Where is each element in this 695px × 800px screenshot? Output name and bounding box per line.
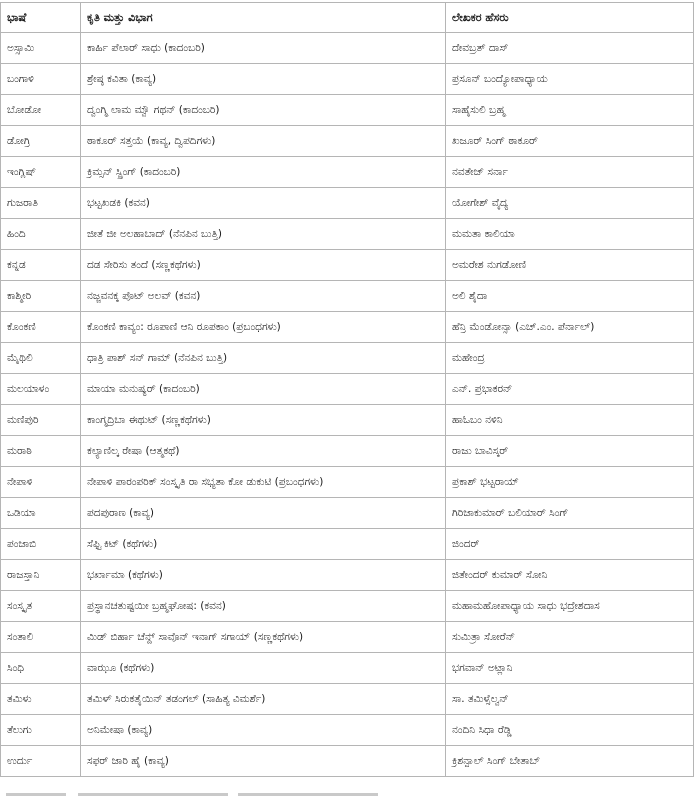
cell-language: ಒಡಿಯಾ <box>1 498 81 529</box>
cell-language: ಉರ್ದು <box>1 746 81 777</box>
cell-author-name: ರಾಜು ಬಾವಿಸ್ಕರ್ <box>446 436 694 467</box>
cell-author-name: ಗಿರಿಜಾಕುಮಾರ್ ಬಲಿಯಾರ್ ಸಿಂಗ್ <box>446 498 694 529</box>
cell-language: ತಮಿಳು <box>1 684 81 715</box>
cell-author-name: ಮಹೇಂದ್ರ <box>446 343 694 374</box>
cell-work-category: ಸಫರ್ ಜಾರಿ ಹೈ (ಕಾವ್ಯ) <box>81 746 446 777</box>
table-row <box>1 498 694 529</box>
table-row <box>1 219 694 250</box>
cell-work-category: ಶ್ರೇಷ್ಠ ಕವಿತಾ (ಕಾವ್ಯ) <box>81 64 446 95</box>
cell-work-category: ಠಾಕೂರ್ ಸತ್ತಯೆ (ಕಾವ್ಯ, ದ್ವಿಪದಿಗಳು) <box>81 126 446 157</box>
table-row <box>1 188 694 219</box>
cell-work-category: ಅನಿಮೇಷಾ (ಕಾವ್ಯ) <box>81 715 446 746</box>
cell-language: ಕನ್ನಡ <box>1 250 81 281</box>
cell-work-category: ಸೆಫ್ಟಿ ಕಿಟ್ (ಕಥೆಗಳು) <box>81 529 446 560</box>
cell-language: ಬಂಗಾಳಿ <box>1 64 81 95</box>
cell-author-name: ಅಮರೇಶ ನುಗಡೋಣಿ <box>446 250 694 281</box>
cell-author-name: ಸಾ. ತಮಿಳ್ಸೆಲ್ವನ್ <box>446 684 694 715</box>
cell-work-category: ಜೀತೆ ಜೀ ಅಲಹಾಬಾದ್ (ನೆನಪಿನ ಬುತ್ತಿ) <box>81 219 446 250</box>
table-row <box>1 250 694 281</box>
cell-work-category: ಕೊಂಕಣಿ ಕಾವ್ಯಂ: ರೂಪಾಣಿ ಆನಿ ರೂಪಕಾಂ (ಪ್ರಬಂಧಗಳು) <box>81 312 446 343</box>
cell-author-name: ಅಲಿ ಶೈದಾ <box>446 281 694 312</box>
table-row <box>1 33 694 64</box>
cell-author-name: ಯೋಗೇಶ್ ವೈದ್ಯ <box>446 188 694 219</box>
table-row <box>1 312 694 343</box>
cell-author-name: ಸುಮಿತ್ರಾ ಸೋರೆನ್ <box>446 622 694 653</box>
cell-author-name: ನವತೇಜ್ ಸರ್ನಾ <box>446 157 694 188</box>
cell-language: ನೇಪಾಳಿ <box>1 467 81 498</box>
table-row <box>1 405 694 436</box>
table-row <box>1 281 694 312</box>
cell-work-category: ಕಾರ್ಹಿ ಪೆಲಾರ್ ಸಾಧು (ಕಾದಂಬರಿ) <box>81 33 446 64</box>
table-row <box>1 126 694 157</box>
cell-work-category: ಮಿಡ್ ಬಿರ್ಹಾ ಚೆನ್ದ್ ಸಾವೊನ್ ಇನಾಗ್ ಸಗಾಯ್ (ಸಣ್ಣಕಥೆಗಳು) <box>81 622 446 653</box>
table-header-row <box>1 3 694 33</box>
cell-author-name: ದೇವಬ್ರತ್ ದಾಸ್ <box>446 33 694 64</box>
cell-work-category: ದಡ ಸೇರಿಸು ತಂದೆ (ಸಣ್ಣಕಥೆಗಳು) <box>81 250 446 281</box>
cell-language: ಅಸ್ಸಾಮಿ <box>1 33 81 64</box>
cell-author-name: ಹಾಓಬಂ ನಳಿನಿ <box>446 405 694 436</box>
cell-language: ಮಣಿಪುರಿ <box>1 405 81 436</box>
table-row <box>1 467 694 498</box>
header-language: ಭಾಷೆ <box>1 3 81 33</box>
cell-work-category: ಪದಪುರಾಣ (ಕಾವ್ಯ) <box>81 498 446 529</box>
cell-work-category: ಮಾಯಾ ಮನುಷ್ಯರ್ (ಕಾದಂಬರಿ) <box>81 374 446 405</box>
cell-work-category: ಕಲ್ಯಾಣಿಲ್ಕ ರೇಷಾ (ಆತ್ಮಕಥೆ) <box>81 436 446 467</box>
cell-language: ಪಂಜಾಬಿ <box>1 529 81 560</box>
cell-author-name: ಜಿತೇಂದರ್ ಕುಮಾರ್ ಸೋನಿ <box>446 560 694 591</box>
table-row <box>1 715 694 746</box>
cell-author-name: ಮಹಾಮಹೋಪಾಧ್ಯಾಯ ಸಾಧು ಭದ್ರೇಶದಾಸ <box>446 591 694 622</box>
cell-author-name: ಪ್ರಸೂನ್ ಬಂದ್ಯೋಪಾಧ್ಯಾಯ <box>446 64 694 95</box>
cell-work-category: ಧಾತ್ರಿ ಪಾಶ್ ಸನ್ ಗಾಮ್ (ನೆನಪಿನ ಬುತ್ತಿ) <box>81 343 446 374</box>
cell-work-category: ತಮಿಳ್ ಸಿರುಕತೈಯಿನ್ ತಡಂಗಲ್ (ಸಾಹಿತ್ಯ ವಿಮರ್ಶೆ) <box>81 684 446 715</box>
cell-work-category: ಭರ್ಖಾಮಾ (ಕಥೆಗಳು) <box>81 560 446 591</box>
cell-work-category: ಭಟ್ಟಖಡಕಿ (ಕವನ) <box>81 188 446 219</box>
table-row <box>1 64 694 95</box>
cell-author-name: ಖಜೂರ್ ಸಿಂಗ್ ಠಾಕೂರ್ <box>446 126 694 157</box>
table-row <box>1 684 694 715</box>
cell-language: ಸಿಂಧಿ <box>1 653 81 684</box>
table-row <box>1 746 694 777</box>
cell-language: ಹಿಂದಿ <box>1 219 81 250</box>
cell-language: ಕಾಶ್ಮೀರಿ <box>1 281 81 312</box>
header-author-name: ಲೇಖಕರ ಹೆಸರು <box>446 3 694 33</box>
cell-author-name: ನಂದಿನಿ ಸಿಧಾ ರೆಡ್ಡಿ <box>446 715 694 746</box>
table-row <box>1 560 694 591</box>
cell-language: ಗುಜರಾತಿ <box>1 188 81 219</box>
cell-author-name: ಪ್ರಕಾಶ್ ಭಟ್ಟರಾಯ್ <box>446 467 694 498</box>
cell-work-category: ನೇಪಾಳಿ ಪಾರಂಪರಿಕ್ ಸಂಸ್ಕೃತಿ ರಾ ಸಭ್ಯತಾ ಕೋ ಡುಕುಟಿ (ಪ್ರಬಂಧಗಳು) <box>81 467 446 498</box>
cell-work-category: ಪ್ರಸ್ಥಾನಚತುಷ್ಟಯೀ ಬ್ರಹ್ಮಘೋಷ: (ಕವನ) <box>81 591 446 622</box>
cell-work-category: ವಾಝೂ (ಕಥೆಗಳು) <box>81 653 446 684</box>
table-row <box>1 436 694 467</box>
cell-author-name: ಭಗವಾನ್ ಅಟ್ಲಾನಿ <box>446 653 694 684</box>
table-row <box>1 157 694 188</box>
cell-author-name: ಕ್ರಿಶನ್ಪಾಲ್ ಸಿಂಗ್ ಬೇತಾಬ್ <box>446 746 694 777</box>
cell-language: ಮೈಥಿಲಿ <box>1 343 81 374</box>
cell-language: ಇಂಗ್ಲಿಷ್ <box>1 157 81 188</box>
header-work-category: ಕೃತಿ ಮತ್ತು ವಿಭಾಗ <box>81 3 446 33</box>
table-row <box>1 343 694 374</box>
cell-language: ಸಂತಾಲಿ <box>1 622 81 653</box>
table-row <box>1 529 694 560</box>
cell-work-category: ನಜ್ಜವನಕ್ಕ ಪೊಟ್ ಅಲವ್ (ಕವನ) <box>81 281 446 312</box>
table-row <box>1 653 694 684</box>
table-row <box>1 591 694 622</box>
cell-author-name: ಹೆನ್ರಿ ಮೆಂಡೋನ್ಸಾ (ಎಚ್.ಎಂ. ಪೆರ್ನಾಲ್) <box>446 312 694 343</box>
cell-language: ಮರಾಠಿ <box>1 436 81 467</box>
cell-language: ರಾಜಸ್ತಾನಿ <box>1 560 81 591</box>
cell-language: ಬೋಡೋ <box>1 95 81 126</box>
cell-work-category: ಕಾಂಗ್ಮದ್ರಿಬಾ ಈಥುಟ್ (ಸಣ್ಣಕಥೆಗಳು) <box>81 405 446 436</box>
cell-language: ಮಲಯಾಳಂ <box>1 374 81 405</box>
cell-language: ಸಂಸ್ಕೃತ <box>1 591 81 622</box>
cell-author-name: ಜಿಂದರ್ <box>446 529 694 560</box>
cell-work-category: ಕ್ರಿಮ್ಸನ್ ಸ್ಪ್ರಿಂಗ್ (ಕಾದಂಬರಿ) <box>81 157 446 188</box>
cell-language: ಡೋಗ್ರಿ <box>1 126 81 157</box>
cell-language: ಕೊಂಕಣಿ <box>1 312 81 343</box>
awards-table <box>0 2 694 777</box>
table-row <box>1 622 694 653</box>
cell-author-name: ಸಾಹೈಸುಲಿ ಬ್ರಹ್ಮ <box>446 95 694 126</box>
cell-work-category: ದ್ವಂಗ್ಮಿ ಲಾಮ ಮ್ವೌ ಗಥನ್ (ಕಾದಂಬರಿ) <box>81 95 446 126</box>
cell-language: ತೆಲುಗು <box>1 715 81 746</box>
cell-author-name: ಎನ್. ಪ್ರಭಾಕರನ್ <box>446 374 694 405</box>
cell-author-name: ಮಮತಾ ಕಾಲಿಯಾ <box>446 219 694 250</box>
table-row <box>1 95 694 126</box>
cropped-text-line <box>0 790 695 800</box>
table-row <box>1 374 694 405</box>
